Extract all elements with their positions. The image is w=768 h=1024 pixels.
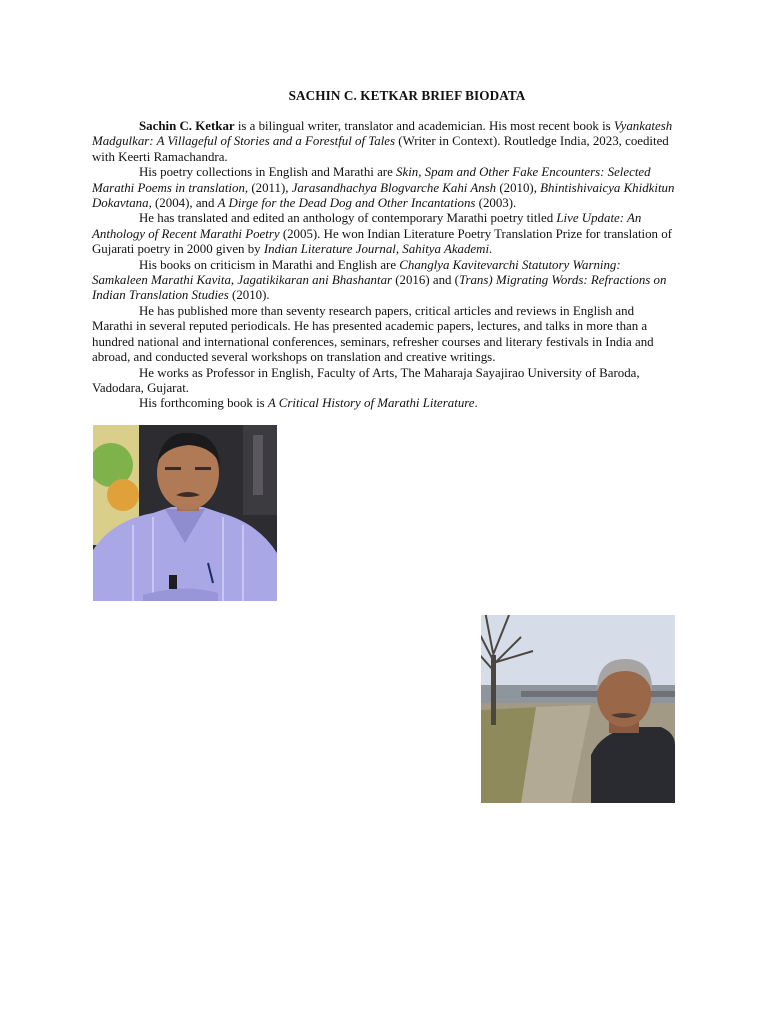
author-photo-outdoor bbox=[481, 615, 675, 803]
book-title: Jarasandhachya Blogvarche Kahi Ansh bbox=[291, 180, 497, 195]
book-title: Changlya Kavitevarchi Statutory Warning: Samkaleen Marathi Kavita, Jagatikikaran ani Bhashantar bbox=[92, 257, 621, 288]
paragraph-position: He works as Professor in English, Faculty of Arts, The Maharaja Sayajirao University of Baroda, Vadodara, Gujarat. bbox=[92, 365, 640, 395]
book-title: A Dirge for the Dead Dog and Other Incantations bbox=[217, 196, 476, 211]
book-title: Vyankatesh Madgulkar: A Villageful of Stories and a Forestful of Tales bbox=[92, 119, 673, 149]
paragraph-forthcoming: His forthcoming book is A Critical History of Marathi Literature. bbox=[139, 396, 478, 411]
journal-title: Indian Literature Journal, Sahitya Akademi bbox=[263, 242, 490, 257]
paragraph-intro: Sachin C. Ketkar is a bilingual writer, translator and academician. His most recent book is Vyankatesh Madgulkar: A Villageful of Stories and a Forestful of Tales (Writer in Context). Routledge India, 2023, coedited with Keerti Ramachandra. bbox=[92, 119, 673, 164]
author-photo-portrait bbox=[93, 425, 277, 601]
author-name: Sachin C. Ketkar bbox=[139, 119, 235, 133]
book-title: A Critical History of Marathi Literature bbox=[267, 396, 475, 411]
biodata-body bbox=[92, 119, 678, 412]
book-title: Bhintishivaicya Khidkitun Dokavtana bbox=[92, 180, 675, 211]
paragraph-poetry: His poetry collections in English and Marathi are Skin, Spam and Other Fake Encounters: Selected Marathi Poems in translation, (2011), Jarasandhachya Blogvarche Kahi Ansh (2010), Bhintishivaicya Khidkitun Dokavtana, (2004), and A Dirge for the Dead Dog and Other Incantations (2003). bbox=[92, 165, 675, 211]
book-title: Live Update: An Anthology of Recent Marathi Poetry bbox=[92, 211, 642, 241]
book-title: Skin, Spam and Other Fake Encounters: Selected Marathi Poems in translation, bbox=[92, 165, 651, 195]
book-title: Trans) Migrating Words: Refractions on Indian Translation Studies bbox=[92, 273, 667, 303]
paragraph-criticism: His books on criticism in Marathi and English are Changlya Kavitevarchi Statutory Warning: Samkaleen Marathi Kavita, Jagatikikaran ani Bhashantar (2016) and (Trans) Migrating Words: Refractions on Indian Translation Studies (2010). bbox=[92, 257, 667, 303]
paragraph-publications: He has published more than seventy research papers, critical articles and reviews in English and Marathi in several reputed periodicals. He has presented academic papers, lectures, and talks in more than a hundred national and international conferences, seminars, refresher courses and literary festivals in India and abroad, and conducted several workshops on translation and creative writings. bbox=[92, 303, 654, 365]
document-title: SACHIN C. KETKAR BRIEF BIODATA bbox=[288, 88, 526, 103]
paragraph-translation: He has translated and edited an anthology of contemporary Marathi poetry titled Live Update: An Anthology of Recent Marathi Poetry (2005). He won Indian Literature Poetry Translation Prize for translation of Gujarati poetry in 2000 given by Indian Literature Journal, Sahitya Akademi. bbox=[92, 211, 672, 257]
